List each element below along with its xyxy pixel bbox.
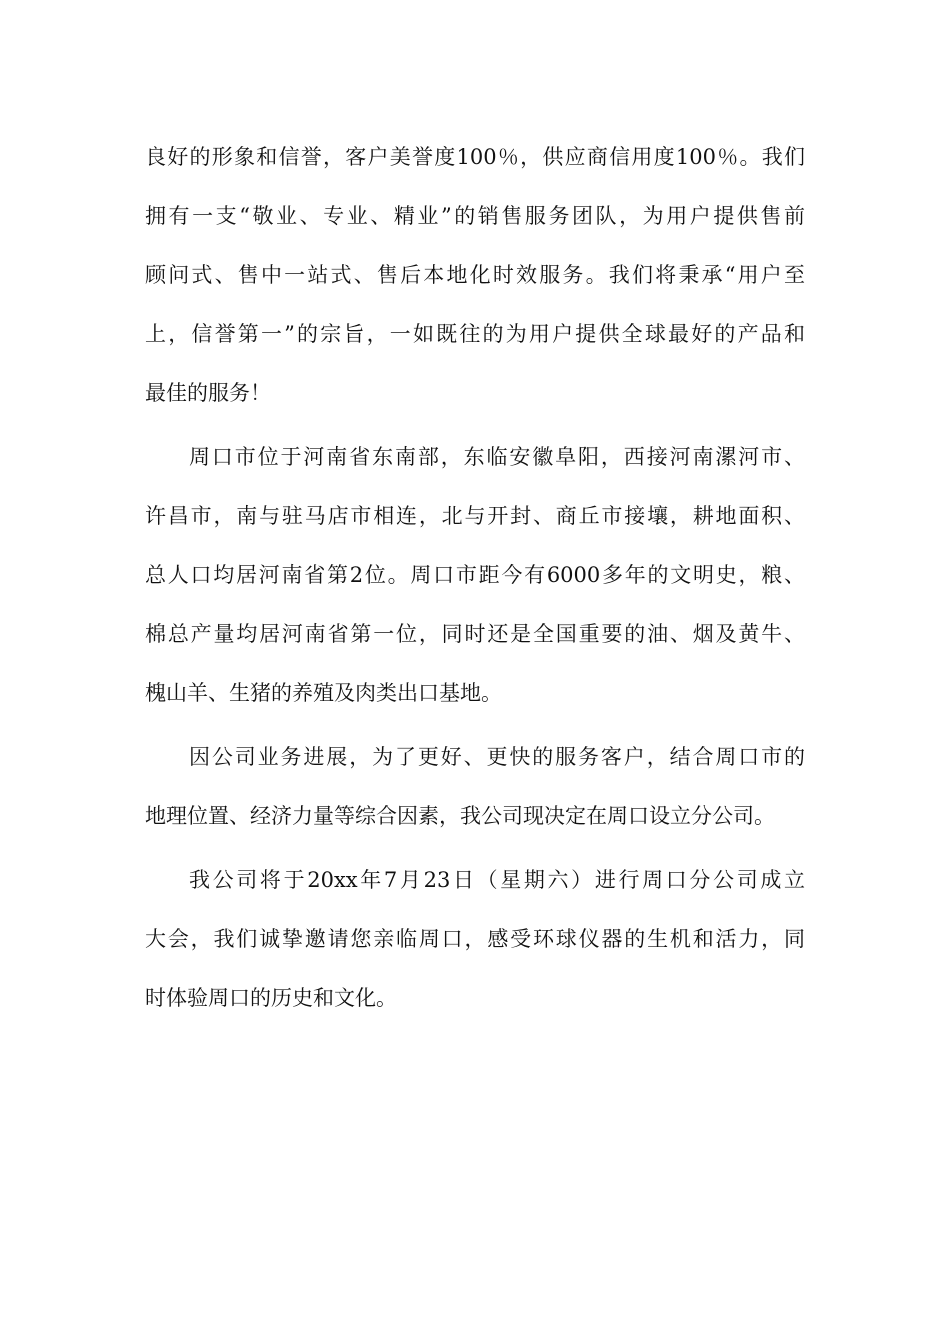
text-line: 棉总产量均居河南省第一位，同时还是全国重要的油、烟及黄牛、 [145, 622, 805, 646]
text-line: 地理位置、经济力量等综合因素，我公司现决定在周口设立分公司。 [145, 804, 775, 828]
text-line: 槐山羊、生猪的养殖及肉类出口基地。 [145, 681, 502, 705]
text-line: 上，信誉第一”的宗旨，一如既往的为用户提供全球最好的产品和 [145, 322, 805, 346]
paragraph-company-reputation [145, 128, 805, 423]
text-line: 良好的形象和信誉，客户美誉度100％，供应商信用度100％。我们 [145, 145, 805, 169]
text-line: 时体验周口的历史和文化。 [145, 986, 397, 1010]
text-line: 总人口均居河南省第2位。周口市距今有6000多年的文明史，粮、 [145, 563, 805, 587]
text-line: 最佳的服务！ [145, 381, 271, 405]
text-line: 拥有一支“敬业、专业、精业”的销售服务团队，为用户提供售前 [145, 204, 805, 228]
text-line: 因公司业务进展，为了更好、更快的服务客户，结合周口市的 [189, 745, 805, 769]
text-line: 周口市位于河南省东南部，东临安徽阜阳，西接河南漯河市、 [189, 445, 805, 469]
paragraph-invitation [145, 851, 805, 1028]
text-line: 顾问式、售中一站式、售后本地化时效服务。我们将秉承“用户至 [145, 263, 805, 287]
document-body [145, 128, 805, 1028]
paragraph-branch-decision [145, 728, 805, 846]
text-line: 许昌市，南与驻马店市相连，北与开封、商丘市接壤，耕地面积、 [145, 504, 805, 528]
paragraph-zhoukou-intro [145, 428, 805, 723]
text-line: 大会，我们诚挚邀请您亲临周口，感受环球仪器的生机和活力，同 [145, 927, 805, 951]
text-line: 我公司将于20xx年7月23日（星期六）进行周口分公司成立 [189, 868, 805, 892]
